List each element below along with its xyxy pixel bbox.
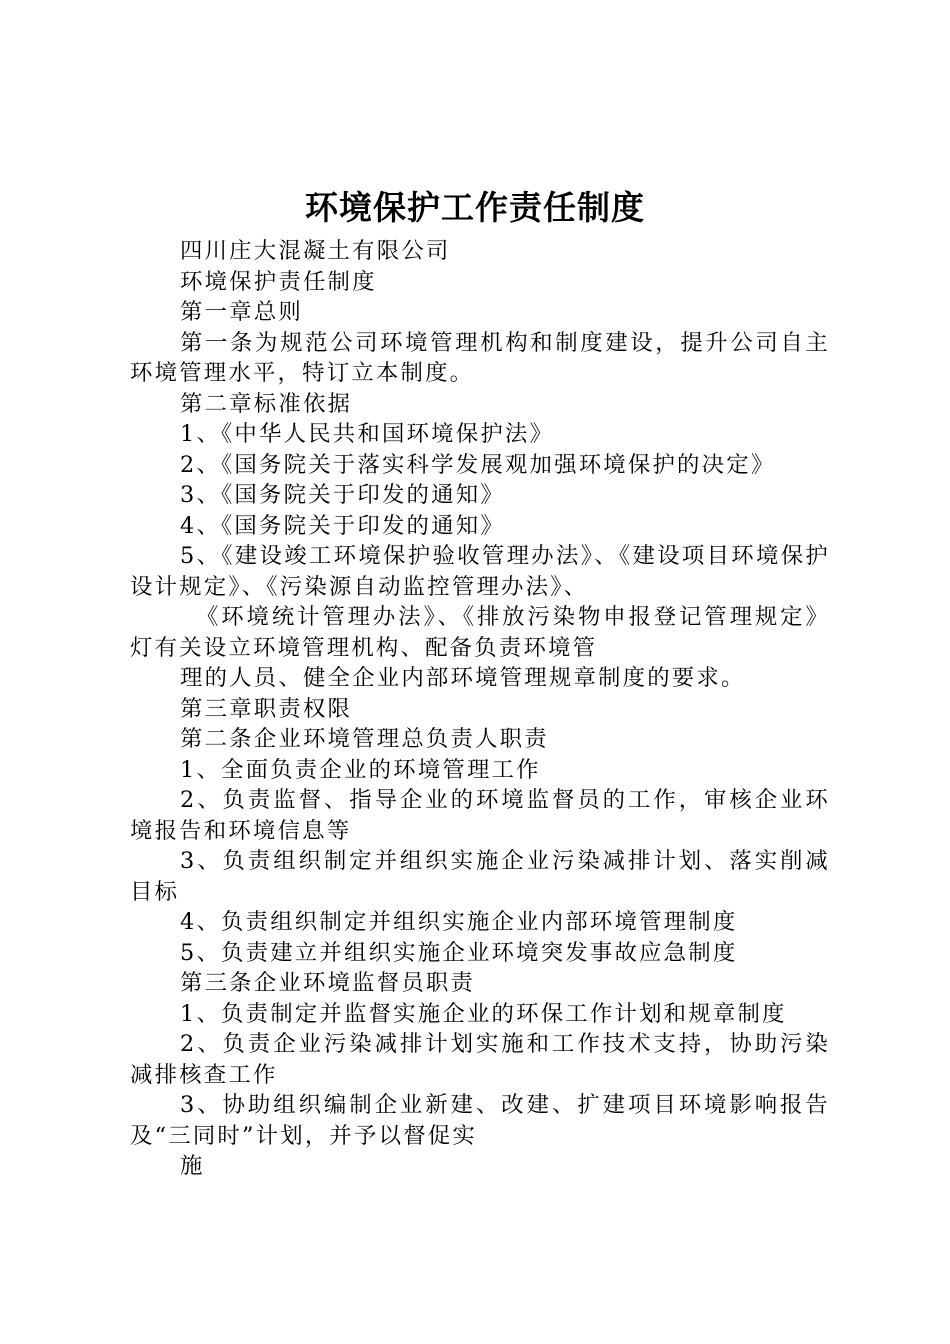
chapter-heading: 第一章总则 — [180, 299, 303, 325]
chapter-heading: 第二章标准依据 — [180, 390, 353, 417]
paragraph: 《环境统计管理办法》、《排放污染物申报登记管理规定》灯有关设立环境管理机构、配备负责环境管 — [130, 604, 830, 661]
paragraph: 施 — [180, 1153, 205, 1179]
list-item: 2、负责监督、指导企业的环境监督员的工作，审核企业环境报告和环境信息等 — [130, 787, 830, 844]
list-item: 3、《国务院关于印发的通知》 — [180, 482, 505, 508]
list-item: 4、《国务院关于印发的通知》 — [180, 512, 505, 539]
article-heading: 第三条企业环境监督员职责 — [180, 970, 476, 996]
document-body — [130, 236, 830, 1182]
list-item: 3、协助组织编制企业新建、改建、扩建项目环境影响报告及“三同时”计划，并予以督促实 — [130, 1092, 830, 1149]
article-heading: 第二条企业环境管理总负责人职责 — [180, 726, 549, 752]
paragraph: 理的人员、健全企业内部环境管理规章制度的要求。 — [180, 665, 746, 691]
company-name: 四川庄大混凝土有限公司 — [180, 238, 451, 264]
list-item: 5、负责建立并组织实施企业环境突发事故应急制度 — [180, 939, 738, 966]
paragraph: 第一条为规范公司环境管理机构和制度建设，提升公司自主环境管理水平，特订立本制度。 — [130, 329, 830, 386]
list-item: 1、全面负责企业的环境管理工作 — [180, 756, 541, 783]
document-title: 环境保护工作责任制度 — [305, 188, 645, 227]
list-item: 2、《国务院关于落实科学发展观加强环境保护的决定》 — [180, 451, 776, 478]
list-item: 4、负责组织制定并组织实施企业内部环境管理制度 — [180, 909, 738, 935]
list-item: 3、负责组织制定并组织实施企业污染减排计划、落实削减目标 — [130, 848, 830, 905]
list-item: 1、《中华人民共和国环境保护法》 — [180, 421, 555, 447]
chapter-heading: 第三章职责权限 — [180, 695, 353, 722]
subtitle: 环境保护责任制度 — [180, 268, 377, 295]
list-item: 5、《建设竣工环境保护验收管理办法》、《建设项目环境保护设计规定》、《污染源自动监控管理办法》、 — [130, 543, 830, 600]
list-item: 2、负责企业污染减排计划实施和工作技术支持，协助污染减排核查工作 — [130, 1031, 830, 1088]
list-item: 1、负责制定并监督实施企业的环保工作计划和规章制度 — [180, 1000, 787, 1027]
